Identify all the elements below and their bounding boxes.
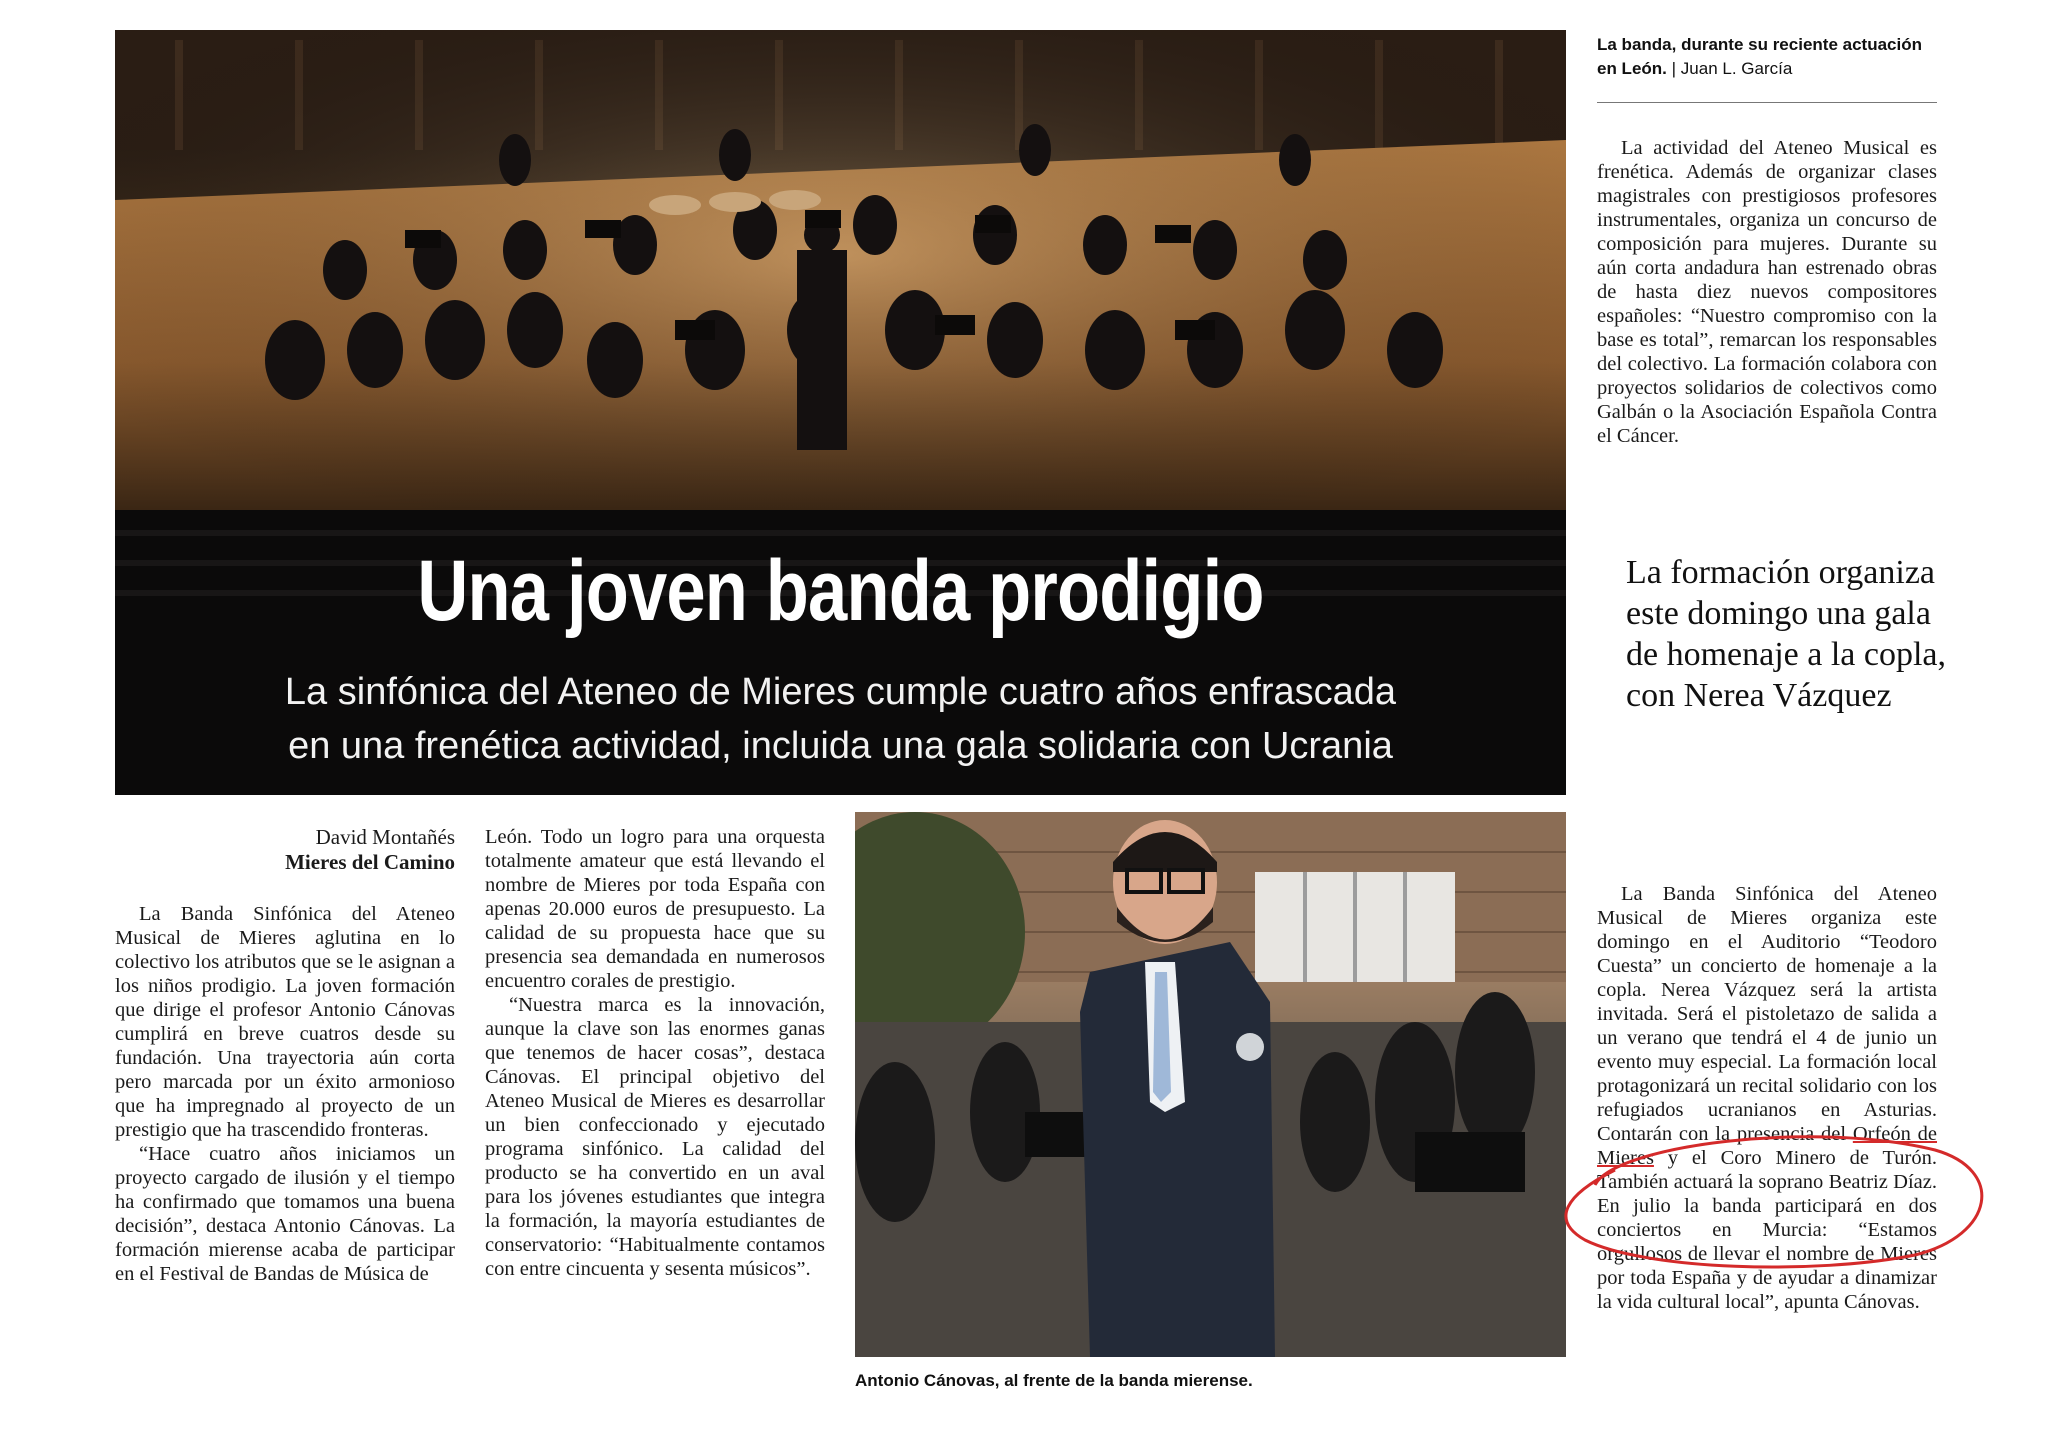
article-column-1 <box>115 902 455 1286</box>
hero-photo <box>115 30 1566 795</box>
subheadline <box>115 665 1566 773</box>
col2-paragraph-2: “Nuestra marca es la innovación, aunque la clave son las enormes ganas que tenemos de hacer cosas”, destaca Cánovas. El principal objetivo del Ateneo Musical de Mieres es desarrollar un bien confeccionado y ejecutado programa sinfónico. La calidad del producto se ha convertido en un aval para los jóvenes estudiantes que integra la formación, la mayoría estudiantes de conservatorio: “Habitualmente contamos con entre cincuenta y sesenta músicos”. <box>485 994 825 1280</box>
photo-caption-bottom: Antonio Cánovas, al frente de la banda mierense. <box>855 1371 1253 1390</box>
caption-separator: | <box>1671 59 1681 78</box>
conductor-photo <box>855 812 1566 1357</box>
right-bottom-text-before: La Banda Sinfónica del Ateneo Musical de Mieres organiza este domingo en el Auditorio “Teodoro Cuesta” un concierto de homenaje a la copla. Nerea Vázquez será la artista invitada. Será el pistoletazo de salida a un verano que tendrá el 4 de junio un evento muy especial. La formación local protagonizará un recital solidario con los refugiados ucranianos en Asturias. Contarán con la presencia del <box>1597 883 1937 1145</box>
caption-top-text: La banda, durante su reciente actuación en León. <box>1597 35 1922 78</box>
photo-caption-top <box>1597 33 1937 81</box>
subheadline-line-1: La sinfónica del Ateneo de Mieres cumple cuatro años enfrascada <box>284 671 1397 713</box>
photo-credit: Juan L. García <box>1680 59 1793 78</box>
subheadline-line-2: en una frenética actividad, incluida una gala solidaria con Ucrania <box>288 725 1393 767</box>
col1-paragraph-2: “Hace cuatro años iniciamos un proyecto cargado de ilusión y el tiempo ha confirmado que tomamos una buena decisión”, destaca Antonio Cánovas. La formación mierense acaba de participar en el Festival de Bandas de Música de <box>115 1143 455 1285</box>
col1-paragraph-1: La Banda Sinfónica del Ateneo Musical de Mieres aglutina en lo colectivo los atributos que se le asignan a los niños prodigio. La joven formación que dirige el profesor Antonio Cánovas cumplirá en breve cuatros desde su fundación. Una trayectoria aún corta pero marcada por un éxito armonioso que ha impregnado al proyecto de un prestigio que ha trascendido fronteras. <box>115 903 455 1141</box>
right-bottom-text-after: y el Coro Minero de Turón. También actuará la soprano Beatriz Díaz. En julio la banda participará en dos conciertos en Murcia: “Estamos orgullosos de llevar el nombre de Mieres por toda España y de ayudar a dinamizar la vida cultural local”, apunta Cánovas. <box>1597 1147 1937 1313</box>
highlighted-name: Orfeón de Mieres <box>1597 1123 1938 1169</box>
headline: Una joven banda prodigio <box>417 543 1264 639</box>
right-column-top-paragraph: La actividad del Ateneo Musical es frenética. Además de organizar clases magistrales con prestigiosos profesores instrumentales, organiza un concurso de composición para mujeres. Durante su aún corta andadura han estrenado obras de hasta diez nuevos compositores españoles: “Nuestro compromiso con la base es total”, remarcan los responsables del colectivo. La formación colabora con proyectos solidarios de colectivos como Galbán o la Asociación Española Contra el Cáncer. <box>1597 137 1937 447</box>
red-annotation-ellipse <box>1555 1125 1995 1275</box>
author-name: David Montañés <box>315 825 455 849</box>
caption-divider <box>1597 102 1937 103</box>
col2-paragraph-1: León. Todo un logro para una orquesta totalmente amateur que está llevando el nombre de Mieres por toda España con apenas 20.000 euros de presupuesto. La calidad de su propuesta hace que su presencia sea demandada en numerosos encuentro corales de prestigio. <box>485 826 825 992</box>
conductor-photo-illustration <box>855 812 1566 1357</box>
byline <box>115 825 455 875</box>
article-column-2 <box>485 825 825 1281</box>
dateline-location: Mieres del Camino <box>285 850 455 874</box>
pull-quote: La formación organiza este domingo una gala de homenaje a la copla, con Nerea Vázquez <box>1626 554 1947 714</box>
right-column-top <box>1597 136 1937 448</box>
